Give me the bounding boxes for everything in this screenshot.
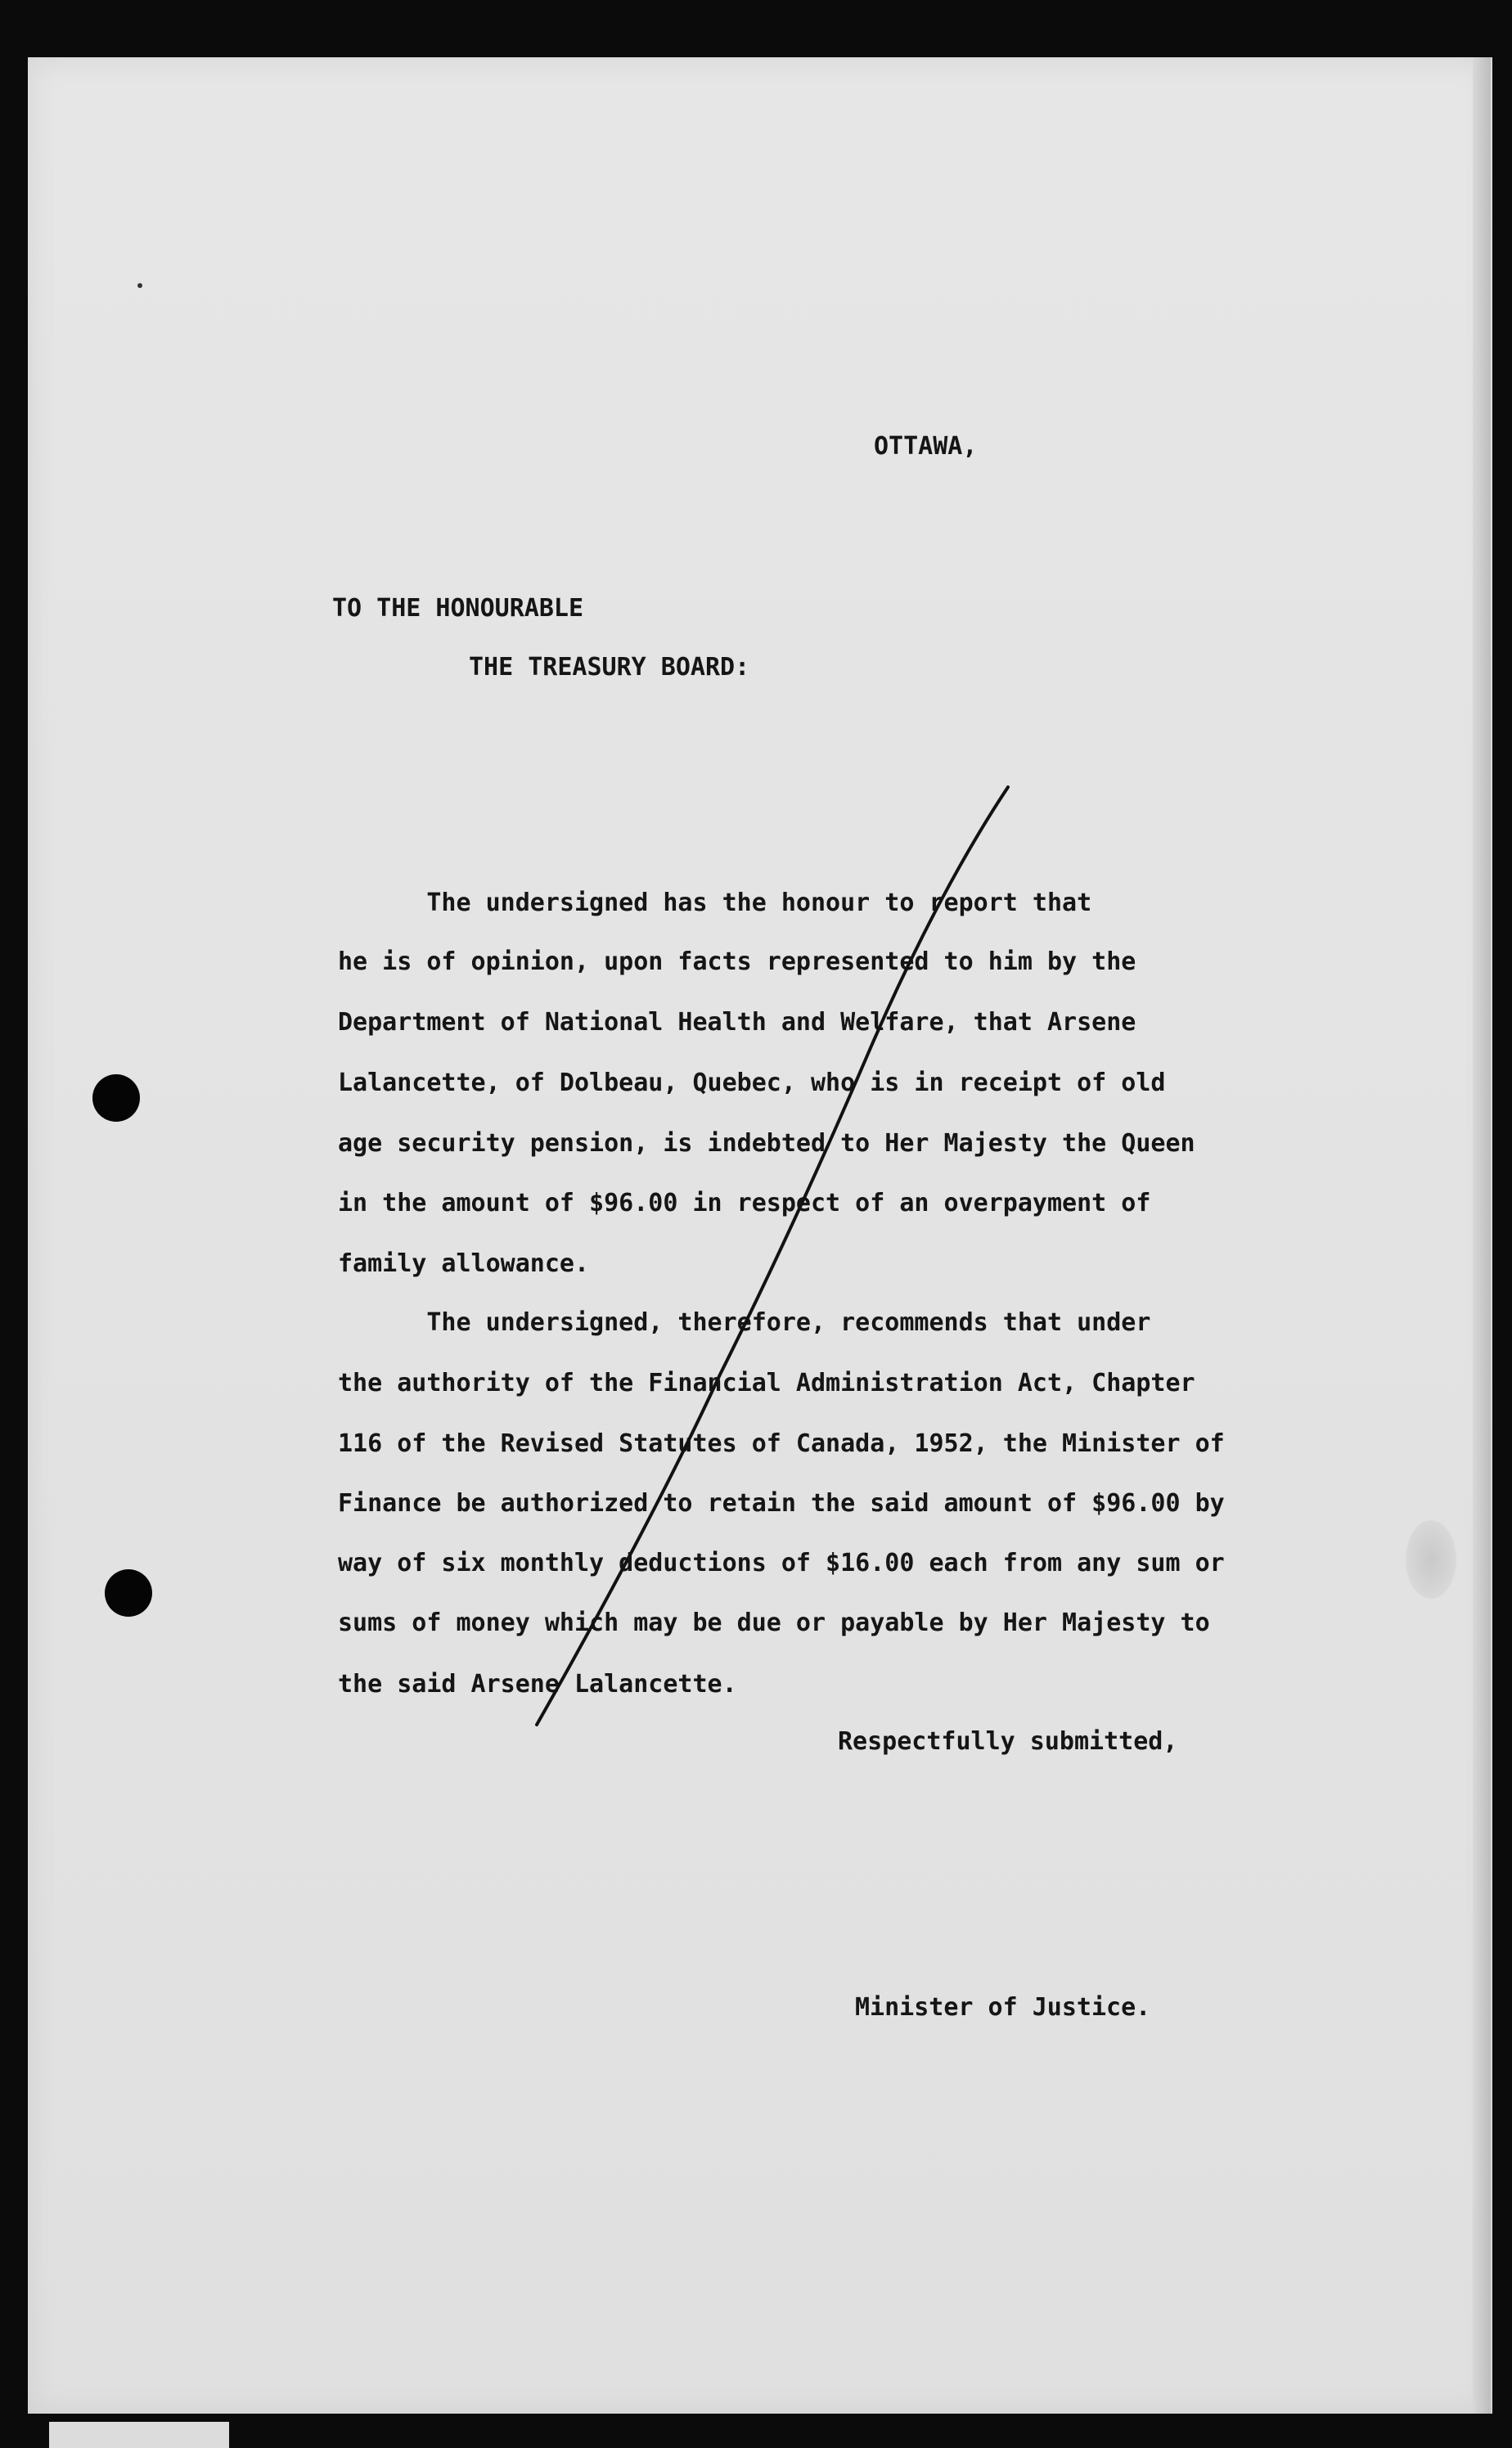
- body-line: family allowance.: [338, 1249, 590, 1278]
- scan-tab: [49, 2422, 229, 2448]
- addressee-line-1: TO THE HONOURABLE: [332, 594, 584, 623]
- body-line: age security pension, is indebted to Her Majesty the Queen: [338, 1129, 1195, 1158]
- body-line: The undersigned has the honour to report that: [338, 889, 1092, 917]
- place-line: OTTAWA,: [874, 432, 978, 461]
- paper-smudge: [1406, 1520, 1456, 1599]
- body-line: way of six monthly deductions of $16.00 each from any sum or: [338, 1549, 1225, 1577]
- body-line: the said Arsene Lalancette.: [338, 1670, 737, 1699]
- body-line: in the amount of $96.00 in respect of an overpayment of: [338, 1189, 1151, 1217]
- closing-line: Respectfully submitted,: [838, 1727, 1178, 1756]
- page-edge: [1473, 57, 1491, 2414]
- document-page: [28, 57, 1492, 2414]
- punch-hole-top: [92, 1074, 140, 1122]
- addressee-line-2: THE TREASURY BOARD:: [469, 653, 750, 682]
- signature-title: Minister of Justice.: [855, 1993, 1151, 2022]
- body-line: Department of National Health and Welfare, that Arsene: [338, 1008, 1136, 1037]
- body-line: sums of money which may be due or payable by Her Majesty to: [338, 1609, 1210, 1637]
- body-line: the authority of the Financial Administration Act, Chapter: [338, 1369, 1195, 1397]
- body-line: 116 of the Revised Statutes of Canada, 1952, the Minister of: [338, 1429, 1225, 1458]
- body-line: Lalancette, of Dolbeau, Quebec, who is in receipt of old: [338, 1069, 1166, 1097]
- body-line: The undersigned, therefore, recommends that under: [338, 1308, 1151, 1337]
- punch-hole-bottom: [105, 1569, 152, 1617]
- body-line: Finance be authorized to retain the said amount of $96.00 by: [338, 1489, 1225, 1518]
- paper-speck: [137, 283, 142, 288]
- body-line: he is of opinion, upon facts represented to him by the: [338, 947, 1136, 976]
